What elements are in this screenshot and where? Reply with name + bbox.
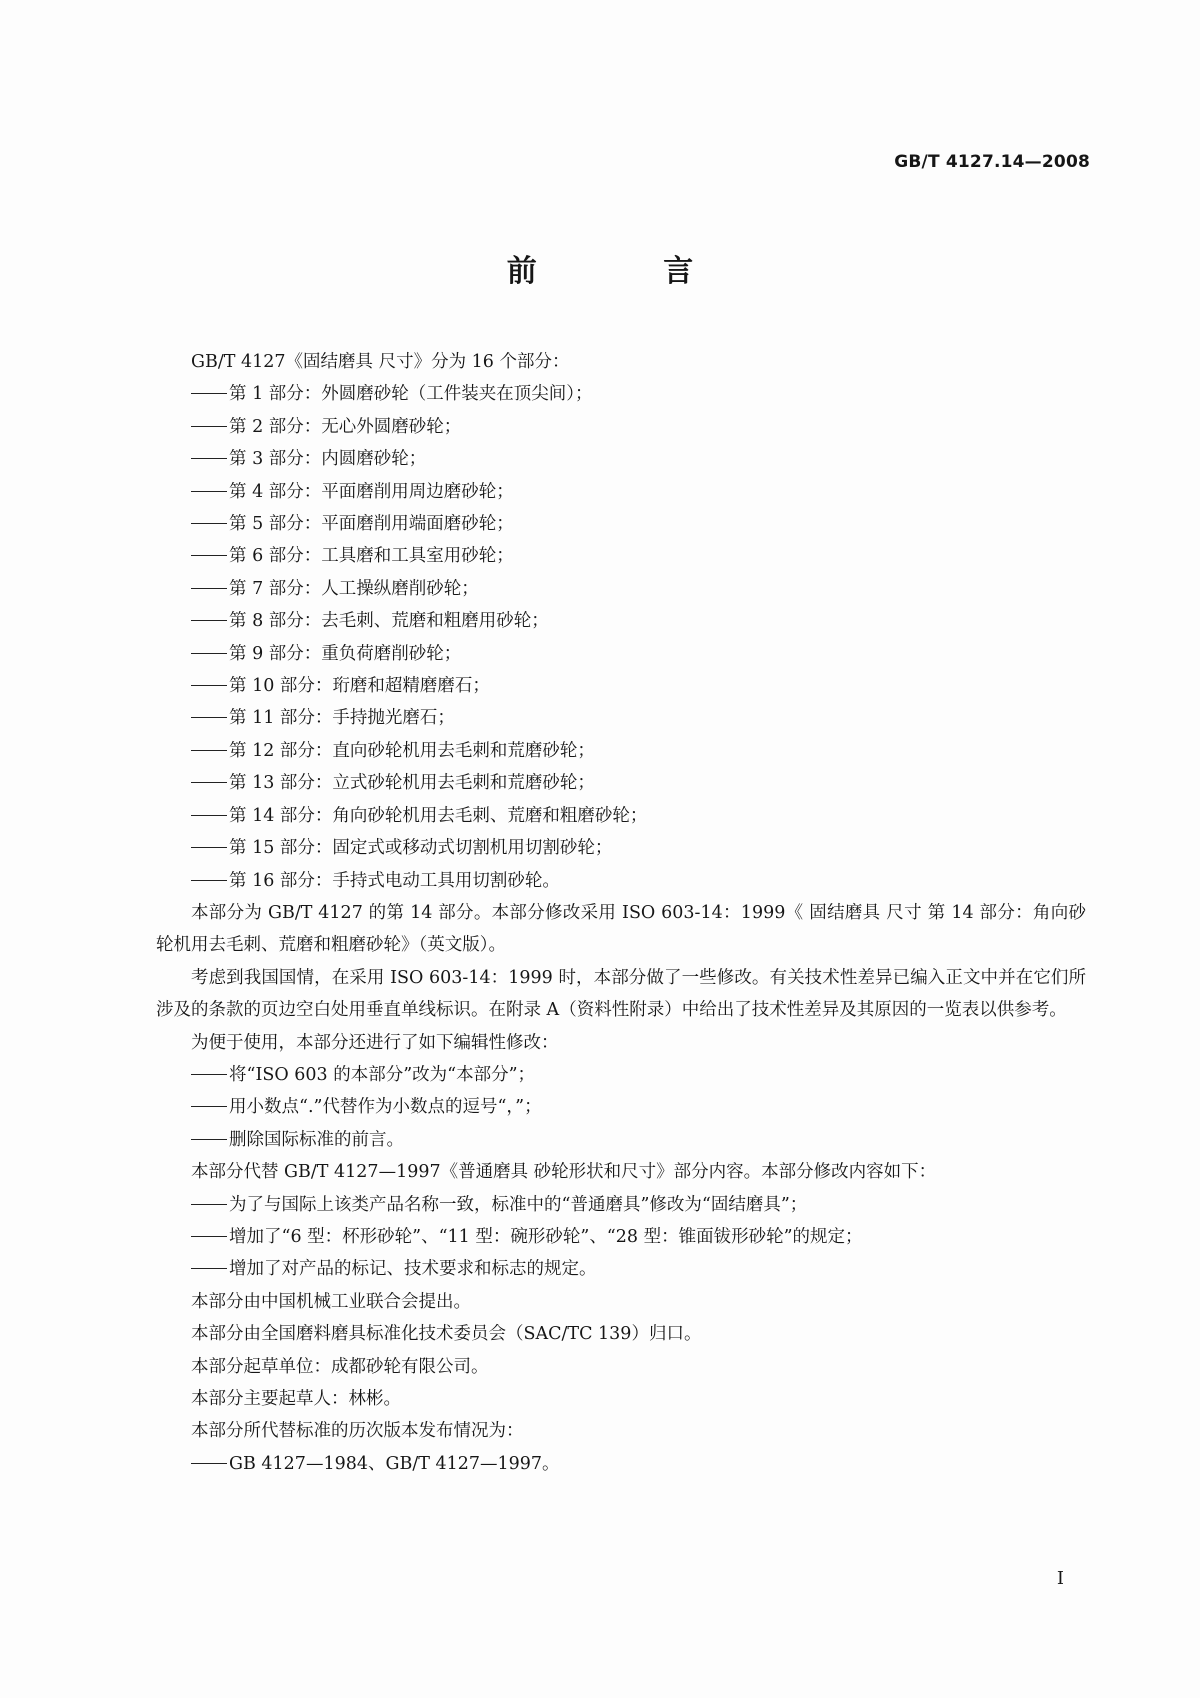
standard-number: GB/T 4127.14—2008 <box>894 152 1090 172</box>
list-item: 第 14 部分：角向砂轮机用去毛刺、荒磨和粗磨砂轮； <box>156 800 1086 832</box>
em-dash <box>191 393 227 394</box>
list-item: 第 7 部分：人工操纵磨削砂轮； <box>156 573 1086 605</box>
page-title: 前 言 <box>506 254 752 289</box>
list-item: 第 1 部分：外圆磨砂轮（工件装夹在顶尖间）； <box>156 378 1086 410</box>
em-dash <box>191 523 227 524</box>
replacement-list <box>156 1189 1086 1286</box>
em-dash <box>191 555 227 556</box>
list-item: 第 4 部分：平面磨削用周边磨砂轮； <box>156 476 1086 508</box>
list-item: 第 5 部分：平面磨削用端面磨砂轮； <box>156 508 1086 540</box>
em-dash <box>191 1463 227 1464</box>
replacement-paragraph: 本部分代替 GB/T 4127—1997《普通磨具 砂轮形状和尺寸》部分内容。本部分修改内容如下： <box>191 1162 937 1183</box>
history-list <box>156 1448 1086 1480</box>
em-dash <box>191 1268 227 1269</box>
national-differences-paragraph: 考虑到我国国情，在采用 ISO 603-14：1999 时，本部分做了一些修改。有关技术性差异已编入正文中并在它们所涉及的条款的页边空白处用垂直单线标识。在附录 A（资料性附录）中给出了技术性差异及其原因的一览表以供参考。 <box>156 967 1086 1021</box>
list-item: 用小数点“.”代替作为小数点的逗号“，”； <box>156 1091 1086 1123</box>
list-item: 第 13 部分：立式砂轮机用去毛刺和荒磨砂轮； <box>156 767 1086 799</box>
em-dash <box>191 1139 227 1140</box>
list-item: 增加了对产品的标记、技术要求和标志的规定。 <box>156 1253 1086 1285</box>
em-dash <box>191 1236 227 1237</box>
drafters-paragraph: 本部分主要起草人：林彬。 <box>191 1389 401 1409</box>
em-dash <box>191 1204 227 1205</box>
em-dash <box>191 717 227 718</box>
list-item: 第 10 部分：珩磨和超精磨磨石； <box>156 670 1086 702</box>
em-dash <box>191 620 227 621</box>
proposed-by-paragraph: 本部分由中国机械工业联合会提出。 <box>191 1291 471 1312</box>
em-dash <box>191 880 227 881</box>
list-item: 第 12 部分：直向砂轮机用去毛刺和荒磨砂轮； <box>156 735 1086 767</box>
adoption-paragraph: 本部分为 GB/T 4127 的第 14 部分。本部分修改采用 ISO 603-14：1999《 固结磨具 尺寸 第 14 部分：角向砂轮机用去毛刺、荒磨和粗磨砂轮》（英文版）。 <box>156 902 1086 956</box>
em-dash <box>191 458 227 459</box>
em-dash <box>191 1074 227 1075</box>
list-item: GB 4127—1984、GB/T 4127—1997。 <box>156 1448 1086 1480</box>
list-item: 第 11 部分：手持抛光磨石； <box>156 702 1086 734</box>
history-paragraph: 本部分所代替标准的历次版本发布情况为： <box>191 1421 524 1442</box>
em-dash <box>191 782 227 783</box>
list-item: 第 15 部分：固定式或移动式切割机用切割砂轮； <box>156 832 1086 864</box>
list-item: 为了与国际上该类产品名称一致，标准中的“普通磨具”修改为“固结磨具”； <box>156 1189 1086 1221</box>
em-dash <box>191 653 227 654</box>
em-dash <box>191 1106 227 1107</box>
list-item: 第 2 部分：无心外圆磨砂轮； <box>156 411 1086 443</box>
em-dash <box>191 847 227 848</box>
drafting-unit-paragraph: 本部分起草单位：成都砂轮有限公司。 <box>191 1356 489 1377</box>
parts-list <box>156 378 1086 897</box>
list-item: 第 3 部分：内圆磨砂轮； <box>156 443 1086 475</box>
editorial-list <box>156 1059 1086 1156</box>
editorial-paragraph: 为便于使用，本部分还进行了如下编辑性修改： <box>191 1032 559 1053</box>
list-item: 第 8 部分：去毛刺、荒磨和粗磨用砂轮； <box>156 605 1086 637</box>
list-item: 将“ISO 603 的本部分”改为“本部分”； <box>156 1059 1086 1091</box>
list-item: 第 16 部分：手持式电动工具用切割砂轮。 <box>156 865 1086 897</box>
em-dash <box>191 426 227 427</box>
list-item: 第 9 部分：重负荷磨削砂轮； <box>156 638 1086 670</box>
foreword-body <box>156 346 1086 1480</box>
em-dash <box>191 815 227 816</box>
list-item: 第 6 部分：工具磨和工具室用砂轮； <box>156 540 1086 572</box>
centralized-by-paragraph: 本部分由全国磨料磨具标准化技术委员会（SAC/TC 139）归口。 <box>191 1324 702 1345</box>
em-dash <box>191 588 227 589</box>
intro-paragraph: GB/T 4127《固结磨具 尺寸》分为 16 个部分： <box>191 352 570 372</box>
page-number: I <box>1056 1568 1064 1589</box>
em-dash <box>191 750 227 751</box>
list-item: 增加了“6 型：杯形砂轮”、“11 型：碗形砂轮”、“28 型：锥面钹形砂轮”的规定； <box>156 1221 1086 1253</box>
list-item: 删除国际标准的前言。 <box>156 1124 1086 1156</box>
em-dash <box>191 491 227 492</box>
em-dash <box>191 685 227 686</box>
